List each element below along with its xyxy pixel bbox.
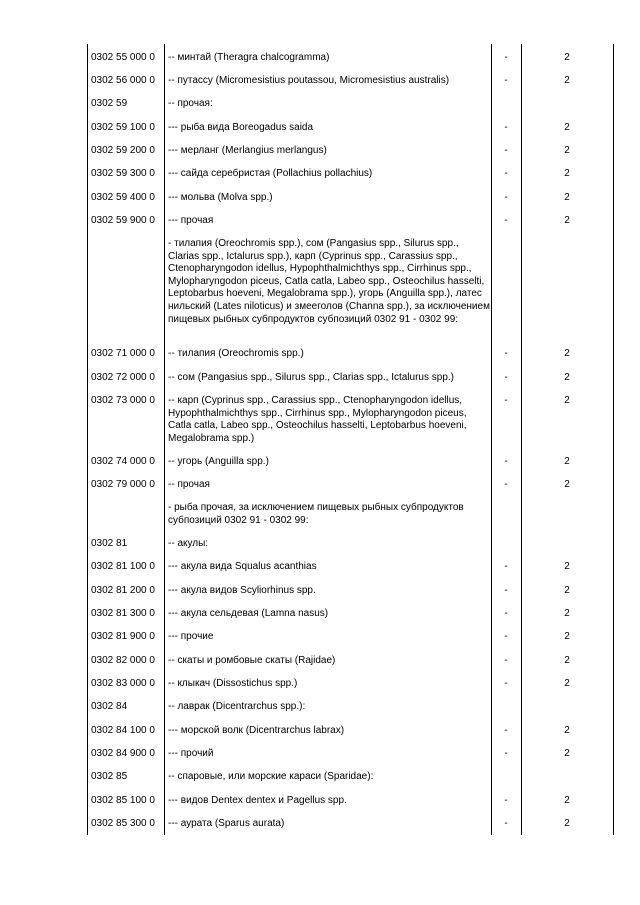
row-code: 0302 83 000 0 — [91, 678, 155, 689]
row-unit-dash: - — [504, 122, 508, 133]
row-duty-rate: 2 — [564, 215, 570, 226]
row-unit-dash: - — [504, 818, 508, 829]
table-left-border — [87, 44, 88, 835]
row-description: -- тилапия (Oreochromis spp.) — [168, 348, 304, 359]
row-code: 0302 59 900 0 — [91, 215, 155, 226]
row-code: 0302 84 900 0 — [91, 748, 155, 759]
row-code: 0302 85 300 0 — [91, 818, 155, 829]
row-description: -- путассу (Micromesistius poutassou, Micromesistius australis) — [168, 75, 450, 86]
row-code: 0302 55 000 0 — [91, 52, 155, 63]
row-description: -- лаврак (Dicentrarchus spp.): — [168, 701, 306, 712]
table-right-border — [613, 44, 614, 835]
row-code: 0302 81 200 0 — [91, 585, 155, 596]
row-code: 0302 71 000 0 — [91, 348, 155, 359]
row-description: --- мольва (Molva spp.) — [168, 192, 273, 203]
row-unit-dash: - — [504, 608, 508, 619]
column-divider-unit — [521, 44, 522, 835]
row-code: 0302 81 900 0 — [91, 631, 155, 642]
row-description: -- прочая: — [168, 98, 213, 109]
row-unit-dash: - — [504, 52, 508, 63]
row-code: 0302 81 — [91, 538, 128, 549]
row-description: -- спаровые, или морские караси (Sparidae): — [168, 771, 374, 782]
row-code: 0302 73 000 0 — [91, 395, 155, 406]
row-duty-rate: 2 — [564, 655, 570, 666]
row-unit-dash: - — [504, 395, 508, 406]
row-duty-rate: 2 — [564, 725, 570, 736]
row-duty-rate: 2 — [564, 561, 570, 572]
row-unit-dash: - — [504, 215, 508, 226]
row-unit-dash: - — [504, 561, 508, 572]
row-code: 0302 84 — [91, 701, 128, 712]
row-description: -- карп (Cyprinus spp., Carassius spp., Ctenopharyngodon idellus, Hypophthalmichthys spp., Cirrhinus spp., Mylopharyngodon piceus, Catla catla, Labeo spp., Osteochilus hasselti, Leptobarbus hoeveni, Megalobrama spp.) — [168, 395, 467, 444]
row-code: 0302 85 100 0 — [91, 795, 155, 806]
row-description: -- клыкач (Dissostichus spp.) — [168, 678, 298, 689]
row-code: 0302 84 100 0 — [91, 725, 155, 736]
row-description: --- рыба вида Boreogadus saida — [168, 122, 314, 133]
row-code: 0302 74 000 0 — [91, 456, 155, 467]
row-description: -- акулы: — [168, 538, 209, 549]
row-code: 0302 59 300 0 — [91, 168, 155, 179]
row-code: 0302 59 100 0 — [91, 122, 155, 133]
row-unit-dash: - — [504, 748, 508, 759]
row-duty-rate: 2 — [564, 372, 570, 383]
row-unit-dash: - — [504, 348, 508, 359]
row-description: -- скаты и ромбовые скаты (Rajidae) — [168, 655, 336, 666]
row-code: 0302 56 000 0 — [91, 75, 155, 86]
row-duty-rate: 2 — [564, 795, 570, 806]
row-unit-dash: - — [504, 75, 508, 86]
row-duty-rate: 2 — [564, 678, 570, 689]
row-description: --- сайда серебристая (Pollachius pollachius) — [168, 168, 373, 179]
row-description: --- морской волк (Dicentrarchus labrax) — [168, 725, 345, 736]
row-duty-rate: 2 — [564, 748, 570, 759]
row-duty-rate: 2 — [564, 585, 570, 596]
row-duty-rate: 2 — [564, 631, 570, 642]
row-duty-rate: 2 — [564, 192, 570, 203]
row-code: 0302 85 — [91, 771, 128, 782]
row-description: -- прочая — [168, 479, 210, 490]
row-description: --- мерланг (Merlangius merlangus) — [168, 145, 327, 156]
row-unit-dash: - — [504, 631, 508, 642]
row-unit-dash: - — [504, 168, 508, 179]
row-unit-dash: - — [504, 456, 508, 467]
row-description: - рыба прочая, за исключением пищевых рыбных субпродуктов субпозиций 0302 91 - 0302 99: — [168, 502, 464, 526]
row-description: --- прочая — [168, 215, 214, 226]
row-duty-rate: 2 — [564, 52, 570, 63]
row-code: 0302 79 000 0 — [91, 479, 155, 490]
column-divider-code — [164, 44, 165, 835]
row-description: --- видов Dentex dentex и Pagellus spp. — [168, 795, 347, 806]
row-duty-rate: 2 — [564, 122, 570, 133]
row-code: 0302 72 000 0 — [91, 372, 155, 383]
row-duty-rate: 2 — [564, 75, 570, 86]
row-description: --- аурата (Sparus aurata) — [168, 818, 285, 829]
row-description: --- прочие — [168, 631, 214, 642]
column-divider-description — [491, 44, 492, 835]
row-unit-dash: - — [504, 372, 508, 383]
row-code: 0302 81 100 0 — [91, 561, 155, 572]
row-unit-dash: - — [504, 795, 508, 806]
row-duty-rate: 2 — [564, 456, 570, 467]
row-description: --- прочий — [168, 748, 214, 759]
row-unit-dash: - — [504, 479, 508, 490]
row-duty-rate: 2 — [564, 168, 570, 179]
row-unit-dash: - — [504, 145, 508, 156]
row-description: - тилапия (Oreochromis spp.), сом (Pangasius spp., Silurus spp., Clarias spp., Ictalurus spp.), карп (Cyprinus spp., Carassius spp., Ctenopharyngodon idellus, Hypophthalmichthys spp., Cirrhinus spp., Mylopharyngodon piceus, Catla catla, Labeo spp., Osteochilus hasselti, Leptobarbus hoeveni, Megalobrama spp.), угорь (Anguilla spp.), латес нильский (Lates niloticus) и змееголов (Channa spp.), за исключением пищевых рыбных субпродуктов субпозиций 0302 91 - 0302 99: — [168, 238, 490, 325]
row-duty-rate: 2 — [564, 608, 570, 619]
row-code: 0302 81 300 0 — [91, 608, 155, 619]
row-unit-dash: - — [504, 585, 508, 596]
row-description: -- минтай (Theragra chalcogramma) — [168, 52, 330, 63]
row-unit-dash: - — [504, 655, 508, 666]
row-code: 0302 59 — [91, 98, 128, 109]
row-unit-dash: - — [504, 725, 508, 736]
row-unit-dash: - — [504, 192, 508, 203]
row-description: --- акула сельдевая (Lamna nasus) — [168, 608, 329, 619]
row-unit-dash: - — [504, 678, 508, 689]
row-code: 0302 59 400 0 — [91, 192, 155, 203]
row-description: --- акула видов Scyliorhinus spp. — [168, 585, 316, 596]
row-description: --- акула вида Squalus acanthias — [168, 561, 317, 572]
row-code: 0302 82 000 0 — [91, 655, 155, 666]
row-duty-rate: 2 — [564, 145, 570, 156]
row-duty-rate: 2 — [564, 348, 570, 359]
row-description: -- сом (Pangasius spp., Silurus spp., Clarias spp., Ictalurus spp.) — [168, 372, 454, 383]
row-duty-rate: 2 — [564, 818, 570, 829]
row-code: 0302 59 200 0 — [91, 145, 155, 156]
row-duty-rate: 2 — [564, 395, 570, 406]
row-duty-rate: 2 — [564, 479, 570, 490]
row-description: -- угорь (Anguilla spp.) — [168, 456, 269, 467]
